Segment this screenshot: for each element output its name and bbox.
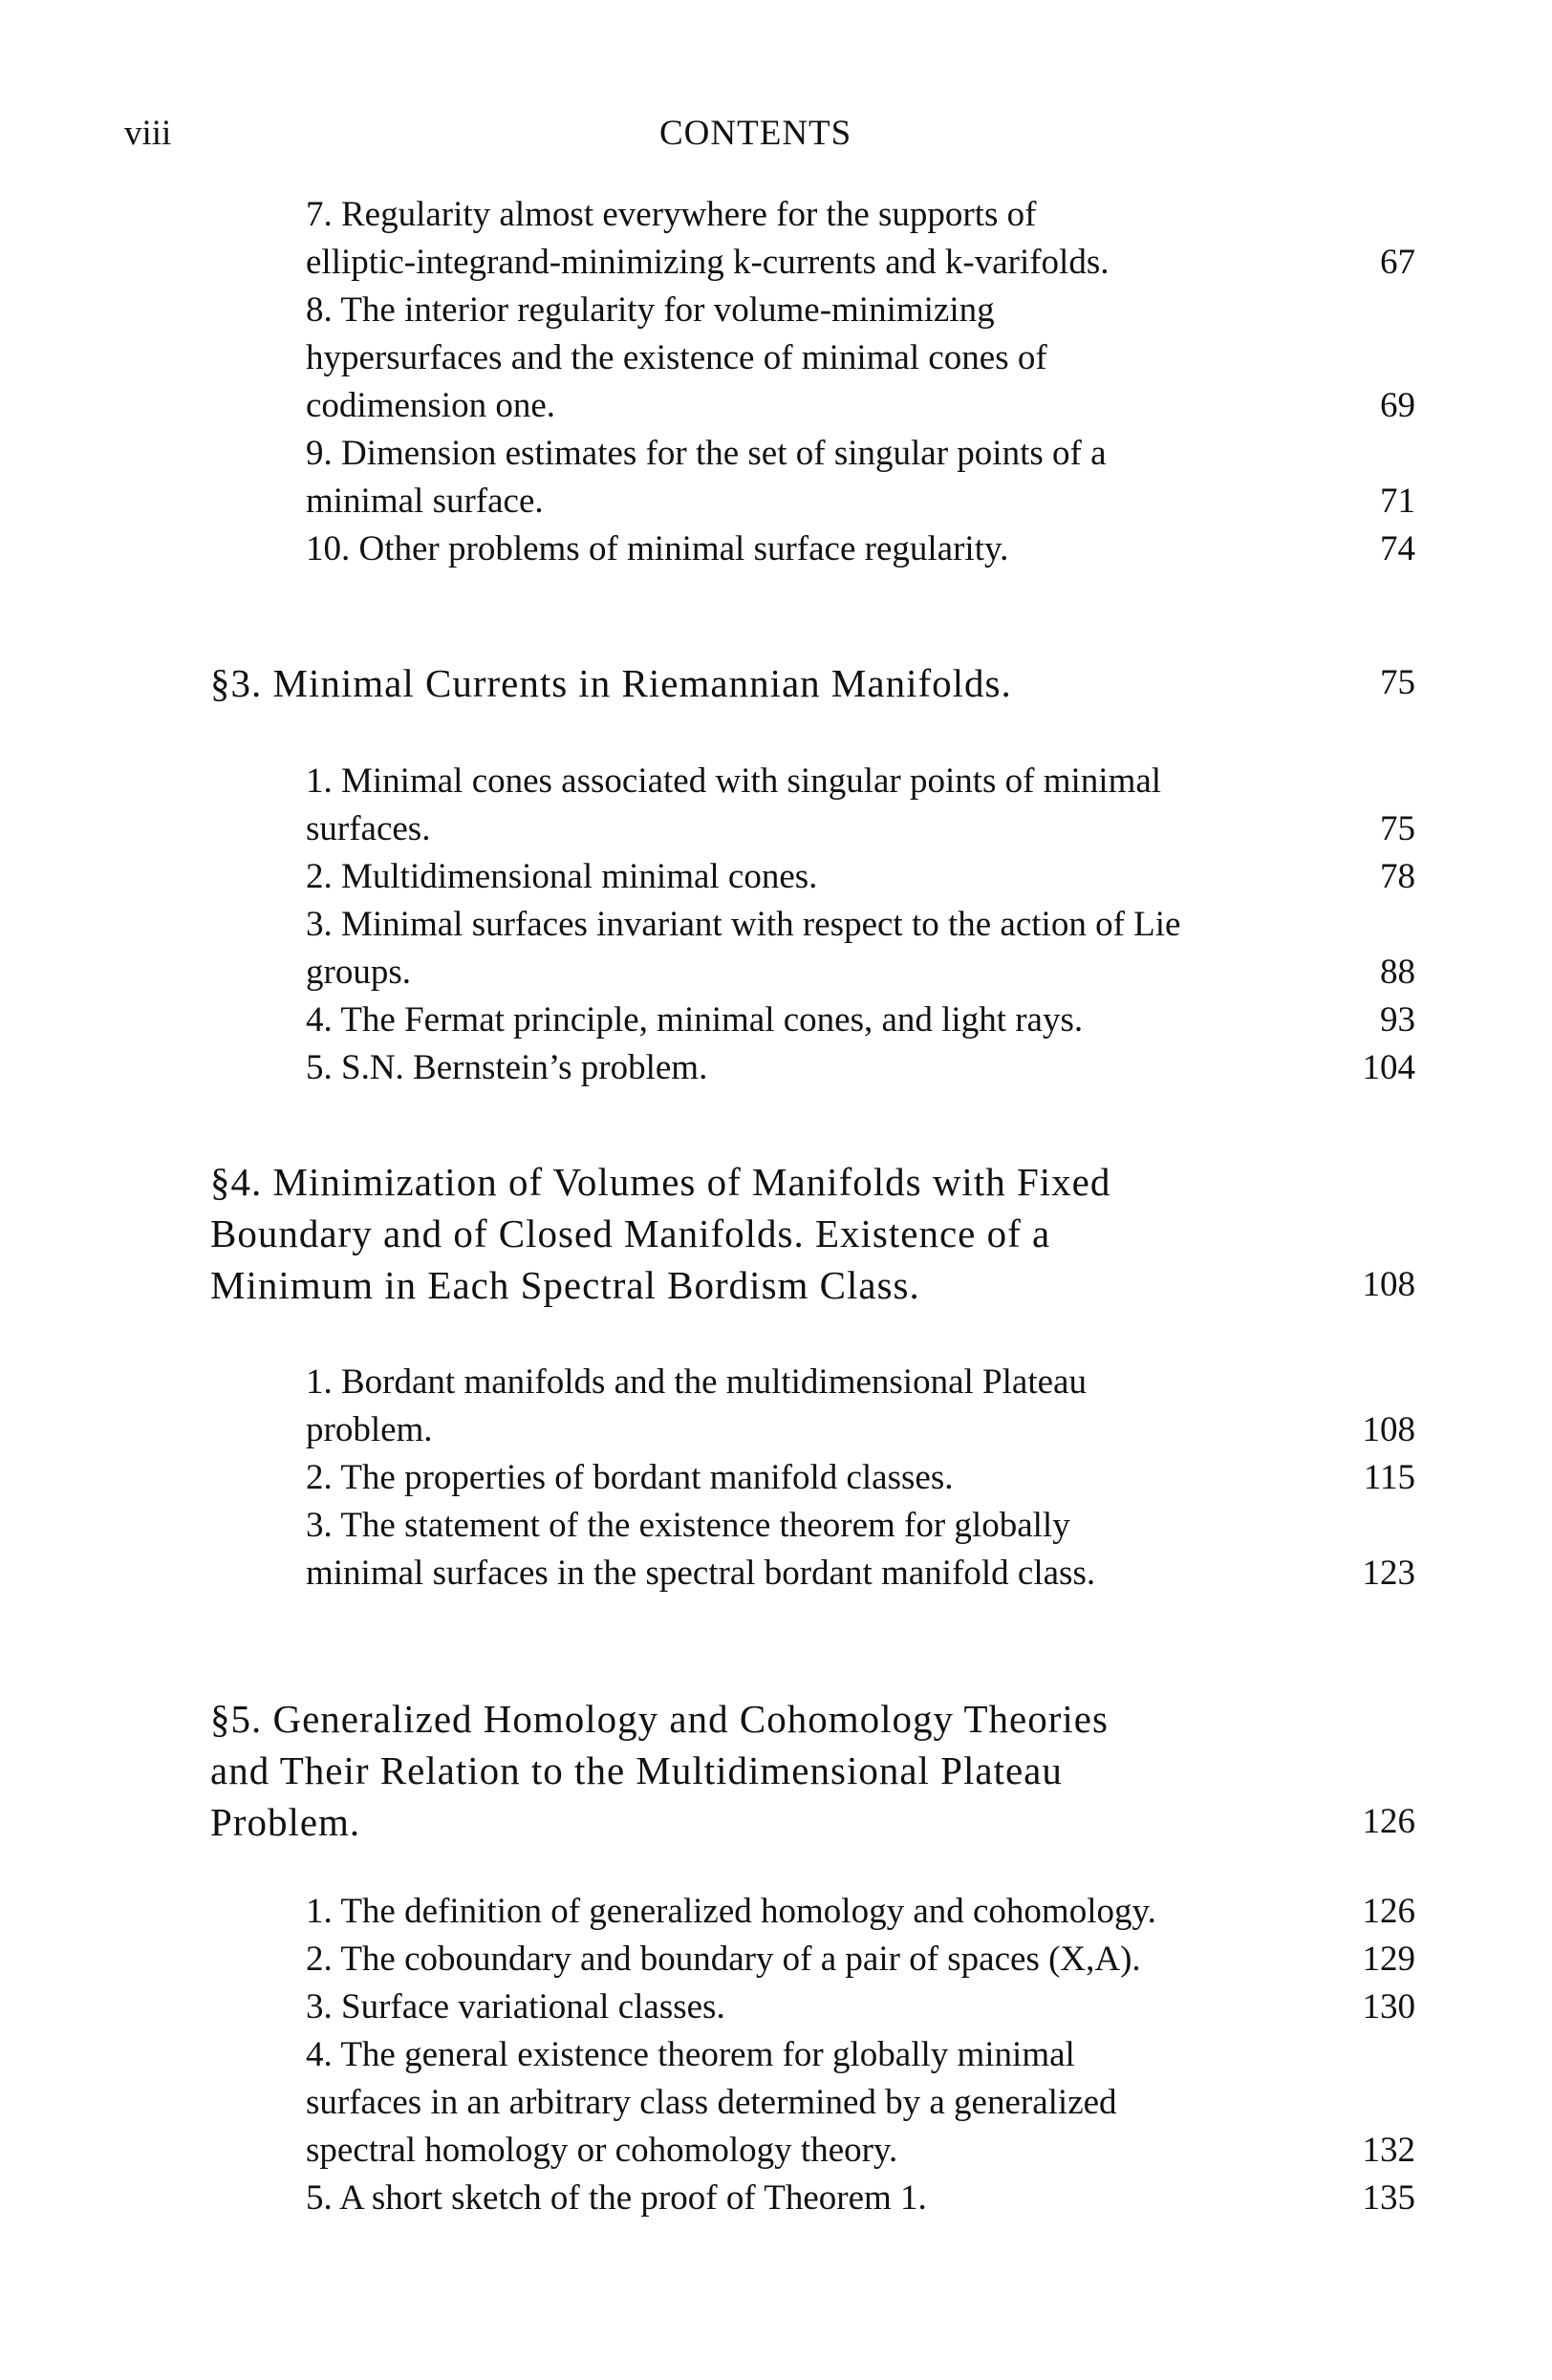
toc-entry-line: hypersurfaces and the existence of minimal cones of <box>306 338 1047 377</box>
toc-page-number: 130 <box>1362 1987 1415 2026</box>
toc-page-number: 75 <box>1380 809 1415 848</box>
section-title-line: Boundary and of Closed Manifolds. Existence of a <box>210 1211 1051 1255</box>
toc-page-number: 93 <box>1380 1000 1415 1040</box>
toc-entry-line: 2. The coboundary and boundary of a pair of spaces (X,A). <box>306 1940 1141 1979</box>
toc-page-number: 126 <box>1362 1892 1415 1931</box>
toc-entry-line: groups. <box>306 953 411 992</box>
page-number: viii <box>124 114 172 153</box>
toc-page-number: 104 <box>1362 1048 1415 1087</box>
toc-entry-line: 4. The general existence theorem for globally minimal <box>306 2035 1075 2074</box>
toc-page-number: 115 <box>1363 1458 1415 1497</box>
toc-entry-line: 1. Bordant manifolds and the multidimensional Plateau <box>306 1362 1087 1402</box>
section-page-number: 108 <box>1362 1265 1415 1304</box>
section-title-line: §5. Generalized Homology and Cohomology Theories <box>210 1697 1109 1741</box>
toc-page-number: 88 <box>1380 953 1415 992</box>
toc-entry-line: 5. S.N. Bernstein’s problem. <box>306 1048 708 1087</box>
toc-entry-line: 2. Multidimensional minimal cones. <box>306 857 818 896</box>
toc-entry-line: problem. <box>306 1410 433 1449</box>
toc-entry-line: 1. Minimal cones associated with singular points of minimal <box>306 761 1162 801</box>
toc-page-number: 135 <box>1362 2178 1415 2218</box>
toc-entry-line: 10. Other problems of minimal surface regularity. <box>306 529 1009 568</box>
toc-entry-line: codimension one. <box>306 386 556 425</box>
toc-entry-line: 9. Dimension estimates for the set of singular points of a <box>306 434 1107 473</box>
toc-page-number: 74 <box>1380 529 1415 568</box>
running-title: CONTENTS <box>659 114 852 153</box>
section-title-line: §4. Minimization of Volumes of Manifolds with Fixed <box>210 1160 1111 1204</box>
section-title-line: Problem. <box>210 1800 361 1844</box>
section-page-number: 75 <box>1380 663 1415 702</box>
toc-page-number: 69 <box>1380 386 1415 425</box>
toc-entry-line: minimal surface. <box>306 482 544 521</box>
toc-entry-line: 1. The definition of generalized homology and cohomology. <box>306 1892 1156 1931</box>
toc-entry-line: 5. A short sketch of the proof of Theorem 1. <box>306 2178 927 2218</box>
toc-entry-line: 4. The Fermat principle, minimal cones, and light rays. <box>306 1000 1084 1040</box>
section-title-line: and Their Relation to the Multidimensional Plateau <box>210 1748 1063 1792</box>
toc-entry-line: surfaces in an arbitrary class determined by a generalized <box>306 2083 1117 2122</box>
toc-entry-line: surfaces. <box>306 809 431 848</box>
toc-entry-line: spectral homology or cohomology theory. <box>306 2131 898 2170</box>
toc-page-number: 129 <box>1362 1940 1415 1979</box>
toc-entry-line: elliptic-integrand-minimizing k-currents and k-varifolds. <box>306 243 1110 282</box>
toc-entry-line: 7. Regularity almost everywhere for the supports of <box>306 195 1037 234</box>
toc-page-number: 71 <box>1380 482 1415 521</box>
toc-entry-line: 3. Minimal surfaces invariant with respect to the action of Lie <box>306 905 1181 944</box>
toc-entry-line: 3. The statement of the existence theorem for globally <box>306 1506 1070 1545</box>
section-page-number: 126 <box>1362 1802 1415 1841</box>
toc-page-number: 108 <box>1362 1410 1415 1449</box>
toc-page-number: 123 <box>1362 1554 1415 1593</box>
section-title-line: §3. Minimal Currents in Riemannian Manifolds. <box>210 661 1012 705</box>
section-title-line: Minimum in Each Spectral Bordism Class. <box>210 1263 920 1307</box>
toc-entry-line: minimal surfaces in the spectral bordant manifold class. <box>306 1554 1096 1593</box>
toc-entry-line: 2. The properties of bordant manifold classes. <box>306 1458 954 1497</box>
toc-entry-line: 3. Surface variational classes. <box>306 1987 725 2026</box>
toc-page-number: 78 <box>1380 857 1415 896</box>
toc-page-number: 67 <box>1380 243 1415 282</box>
toc-page-number: 132 <box>1362 2131 1415 2170</box>
toc-entry-line: 8. The interior regularity for volume-minimizing <box>306 290 995 330</box>
